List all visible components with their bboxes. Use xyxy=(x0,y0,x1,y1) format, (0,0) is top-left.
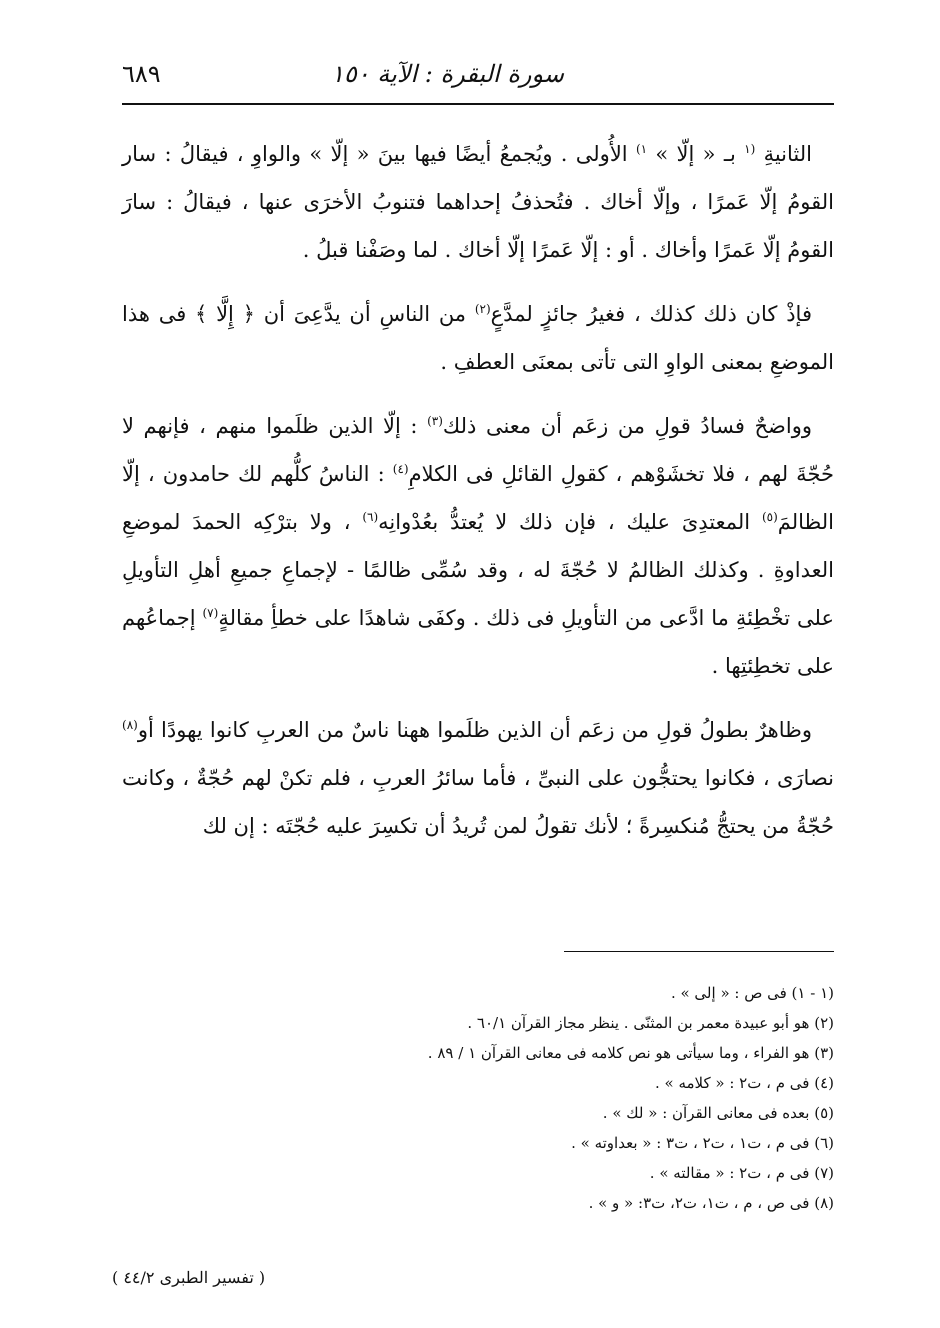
footnote-marker: ١) xyxy=(635,142,648,156)
footnote: (٣) هو الفراء ، وما سيأتى هو نص كلامه فى معانى القرآن ١ / ٨٩ . xyxy=(427,1044,834,1062)
text-run: من الناسِ أن يدَّعِىَ أن ﴿ إِلَّا ﴾ فى هذا الموضعِ بمعنى الواوِ التى تأتى بمعنَى العطفِ . xyxy=(122,302,834,374)
text-run: المعتدِىَ عليك ، فإن ذلك لا يُعتدُّ بعُدْوانِه xyxy=(378,510,762,534)
text-run: فإذْ كان ذلك كذلك ، فغيرُ جائزٍ لمدَّعٍ xyxy=(490,302,812,326)
text-run: الثانيةِ xyxy=(755,142,812,166)
footnote-separator xyxy=(564,951,834,952)
paragraph xyxy=(122,290,834,386)
footnote: (٥) بعده فى معانى القرآن : « لك » . xyxy=(602,1104,834,1122)
text-run: وواضحٌ فسادُ قولِ من زعَم أن معنى ذلك xyxy=(442,414,812,438)
footnote-marker: (٥) xyxy=(761,510,778,524)
footnote-marker: (١ xyxy=(744,142,756,156)
footnote: (٨) فى ص ، م ، ت١، ت٢، ت٣: « و » . xyxy=(588,1194,834,1212)
text-run: الأُولى . ويُجمعُ أيضًا فيها بينَ « إلّا » والواوِ ، فيقالُ : سار القومُ إلّا عَمرًا ، وإلّا أخاك . فتُحذفُ إحداهما فتنوبُ الأخرَى عنها ، فيقالُ : سارَ القومُ إلّا عَمرًا وأخاك . أو : إلّا عَمرًا إلّا أخاك . لما وصَفْنا قبلُ . xyxy=(122,142,834,262)
text-run: نصارَى ، فكانوا يحتجُّون على النبىِّ ، فأما سائرُ العربِ ، فلم تكنْ لهم حُجّةٌ ، وكانت حُجّةُ من يحتجُّ مُنكسِرةً ؛ لأنك تقولُ لمن تُريدُ أن تكسِرَ عليه حُجّتَه : إن لك xyxy=(122,766,834,838)
paragraph xyxy=(122,130,834,274)
text-run: بـ « إلّا » xyxy=(647,142,745,166)
footnotes xyxy=(122,978,834,1218)
header-rule xyxy=(122,103,834,105)
footnote: (٤) فى م ، ت٢ : « كلامه » . xyxy=(654,1074,834,1092)
footnote: (١ - ١) فى ص : « إلى » . xyxy=(670,984,834,1002)
footnote-marker: (٤) xyxy=(392,462,409,476)
text-run: : إلّا الذين ظلَموا منهم ، فإنهم لا حُجّةَ لهم ، فلا تخشَوْهم ، كقولِ القائلِ فى الكلامِ xyxy=(122,414,834,486)
footnote-marker: (٦) xyxy=(362,510,379,524)
footnote-marker: (٨) xyxy=(122,718,138,732)
footnote-marker: (٣) xyxy=(427,414,443,428)
text-run: : الناسُ كلُّهم لك حامدون ، إلّا الظالمَ xyxy=(122,462,834,534)
text-run: وظاهرٌ بطولُ قولِ من زعَم أن الذين ظلَموا ههنا ناسٌ من العربِ كانوا يهودًا أو xyxy=(137,718,812,742)
paragraph xyxy=(122,402,834,690)
footnote: (٦) فى م ، ت١ ، ت٢ ، ت٣ : « بعداوته » . xyxy=(571,1134,834,1152)
footnote-marker: (٢) xyxy=(474,302,491,316)
text-run: ، ولا بترْكِه الحمدَ لموضعِ العداوةِ . وكذلك الظالمُ لا حُجّةَ له ، وقد سُمِّى ظالمًا - لإجماعِ جميعِ أهلِ التأويلِ على تخْطِئةِ ما ادَّعى من التأويلِ فى ذلك . وكفَى شاهدًا على خطأِ مقالةٍ xyxy=(122,510,835,630)
footer-tag: ( تفسير الطبرى ٤٤/٢ ) xyxy=(112,1268,266,1287)
paragraph xyxy=(122,706,834,850)
running-title: سورة البقرة : الآية ١٥٠ xyxy=(330,60,564,88)
footnote: (٧) فى م ، ت٢ : « مقالته » . xyxy=(649,1164,834,1182)
footnote-marker: (٧) xyxy=(202,606,219,620)
footnote: (٢) هو أبو عبيدة معمر بن المثنّى . ينظر مجاز القرآن ٦٠/١ . xyxy=(467,1014,834,1032)
text-run: إجماعُهم على تخطِئتِها . xyxy=(122,606,834,678)
page-number: ٦٨٩ xyxy=(122,60,161,88)
body-text xyxy=(122,130,834,866)
page-header xyxy=(122,56,834,96)
